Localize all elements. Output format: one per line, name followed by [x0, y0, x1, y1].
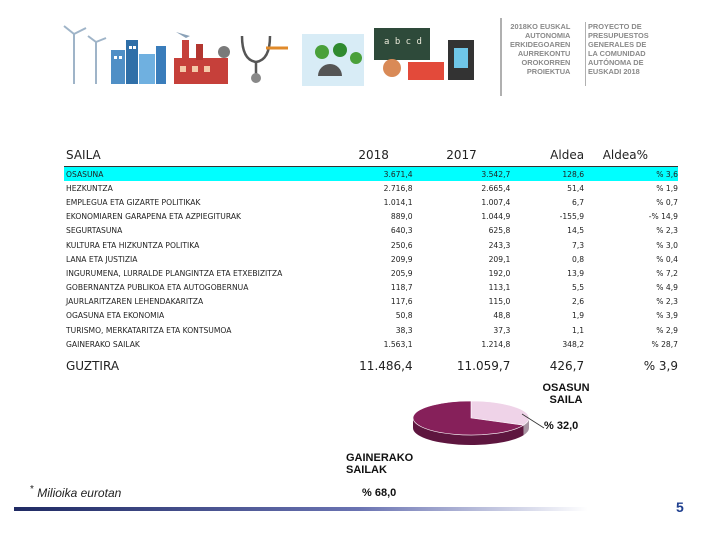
total-2017: 11.059,7 [456, 359, 511, 374]
pie-label-others: GAINERAKO SAILAK [346, 452, 414, 476]
cell-2017: 115,0 [488, 297, 511, 307]
airplane-icon [176, 32, 190, 38]
cell-difference: 5,5 [572, 283, 585, 293]
cell-difference: 6,7 [572, 197, 585, 207]
share-pie-chart [406, 392, 536, 452]
cell-difference-pct: % 4,9 [656, 283, 678, 293]
cell-2018: 118,7 [390, 283, 413, 293]
cell-difference-pct: -% 14,9 [648, 212, 678, 222]
budget-table [64, 144, 678, 381]
svg-text:a b c d: a b c d [384, 37, 422, 47]
cell-difference: -155,9 [559, 212, 585, 222]
cell-difference-pct: % 28,7 [651, 339, 678, 349]
table-row [64, 195, 678, 209]
col-header-2017: 2017 [446, 148, 477, 162]
table-row [64, 266, 678, 280]
cell-department: EMPLEGUA ETA GIZARTE POLITIKAK [66, 197, 201, 207]
cell-2018: 2.716,8 [383, 183, 413, 193]
cell-difference-pct: % 2,3 [656, 226, 678, 236]
cell-department: GOBERNANTZA PUBLIKOA ETA AUTOGOBERNUA [66, 283, 249, 293]
cell-2017: 48,8 [493, 311, 511, 321]
title-separator [585, 22, 586, 86]
pie-leader-line [520, 412, 550, 432]
cell-2018: 3.671,4 [335, 167, 413, 182]
cell-difference: 1,1 [572, 325, 585, 335]
table-row [64, 210, 678, 224]
cell-2018: 209,9 [390, 254, 413, 264]
cell-2017: 1.007,4 [481, 197, 511, 207]
total-difference-pct: % 3,9 [643, 359, 678, 374]
cell-2018: 250,6 [390, 240, 413, 250]
pie-value-health: % 32,0 [544, 420, 579, 432]
cell-department: OSASUNA [64, 167, 335, 182]
cell-department: EKONOMIAREN GARAPENA ETA AZPIEGITURAK [66, 212, 241, 222]
cell-2018: 889,0 [390, 212, 413, 222]
cell-2018: 1.563,1 [383, 339, 413, 349]
table-row [64, 309, 678, 323]
table-row [64, 281, 678, 295]
cell-difference-pct: % 0,4 [656, 254, 678, 264]
total-label: GUZTIRA [66, 359, 120, 374]
cell-2017: 1.214,8 [481, 339, 511, 349]
cell-2018: 205,9 [390, 268, 413, 278]
cell-difference: 13,9 [567, 268, 585, 278]
cell-2017: 3.542,7 [413, 167, 511, 182]
cell-department: GAINERAKO SAILAK [66, 339, 140, 349]
cell-2017: 243,3 [488, 240, 511, 250]
cell-difference-pct: % 3,9 [656, 311, 678, 321]
cell-department: SEGURTASUNA [66, 226, 123, 236]
table-row [64, 295, 678, 309]
table-row [64, 224, 678, 238]
pie-label-health-text: OSASUN SAILA [542, 382, 590, 406]
project-title-spanish: PROYECTO DE PRESUPUESTOS GENERALES DE LA COMUNIDAD AUTÓNOMA DE EUSKADI 2018 [588, 22, 649, 76]
plants-tunnel-icon [302, 34, 364, 86]
total-row [64, 351, 678, 381]
pie-value-others: % 68,0 [362, 487, 397, 499]
project-title-block [500, 18, 662, 96]
col-header-difference: Aldea [550, 148, 585, 162]
project-title-basque: 2018KO EUSKAL AUTONOMIA ERKIDEGOAREN AURREKONTU OROKORREN PROIEKTUA [510, 22, 571, 76]
total-2018: 11.486,4 [359, 359, 413, 374]
total-difference: 426,7 [549, 359, 585, 374]
header-illustration [56, 14, 496, 92]
cell-difference: 14,5 [567, 226, 585, 236]
table-row [64, 181, 678, 195]
cell-2017: 1.044,9 [481, 212, 511, 222]
footnote [30, 484, 121, 500]
cell-difference: 1,9 [572, 311, 585, 321]
table-row [64, 252, 678, 266]
cell-difference: 348,2 [562, 339, 585, 349]
cell-2017: 625,8 [488, 226, 511, 236]
cell-department: TURISMO, MERKATARITZA ETA KONTSUMOA [66, 325, 232, 335]
cell-2018: 117,6 [390, 297, 413, 307]
table-row [64, 238, 678, 252]
cell-difference: 2,6 [572, 297, 585, 307]
cell-2018: 640,3 [390, 226, 413, 236]
cell-2017: 192,0 [488, 268, 511, 278]
cell-difference-pct: % 2,3 [656, 297, 678, 307]
cell-difference-pct: % 0,7 [656, 197, 678, 207]
cell-2018: 1.014,1 [383, 197, 413, 207]
cell-difference: 51,4 [567, 183, 585, 193]
cell-difference-pct: % 3,0 [656, 240, 678, 250]
factory-icon [174, 40, 230, 84]
cell-difference: 7,3 [572, 240, 585, 250]
footnote-text: Milioika eurotan [37, 486, 122, 500]
city-skyline-icon [111, 40, 166, 84]
cell-department: OGASUNA ETA EKONOMIA [66, 311, 165, 321]
page-number: 5 [676, 499, 684, 515]
footer-rule [14, 507, 588, 511]
table-row [64, 337, 678, 351]
pie-label-health [536, 382, 596, 406]
cell-difference-pct: % 3,6 [584, 167, 678, 182]
table-row [64, 323, 678, 337]
cell-2018: 38,3 [395, 325, 413, 335]
cell-2017: 2.665,4 [481, 183, 511, 193]
cell-2017: 37,3 [493, 325, 511, 335]
cell-difference-pct: % 7,2 [656, 268, 678, 278]
cell-difference-pct: % 1,9 [656, 183, 678, 193]
cell-2017: 113,1 [488, 283, 511, 293]
col-header-difference-pct: Aldea% [602, 148, 648, 162]
cell-2018: 50,8 [395, 311, 413, 321]
cell-difference: 128,6 [510, 167, 584, 182]
cell-department: LANA ETA JUSTIZIA [66, 254, 138, 264]
cell-2017: 209,1 [488, 254, 511, 264]
cell-department: JAURLARITZAREN LEHENDAKARITZA [66, 297, 204, 307]
col-header-2018: 2018 [358, 148, 389, 162]
classroom-icon [374, 28, 474, 80]
table-row [64, 167, 678, 182]
cell-difference: 0,8 [572, 254, 585, 264]
cell-difference-pct: % 2,9 [656, 325, 678, 335]
col-header-department: SAILA [66, 148, 101, 162]
stethoscope-icon [242, 36, 288, 83]
cell-department: KULTURA ETA HIZKUNTZA POLITIKA [66, 240, 200, 250]
table-header-row [64, 144, 678, 166]
cell-department: HEZKUNTZA [66, 183, 113, 193]
wind-turbine-icon [64, 26, 106, 84]
footnote-mark: * [30, 484, 34, 495]
cell-department: INGURUMENA, LURRALDE PLANGINTZA ETA ETXEBIZITZA [66, 268, 283, 278]
